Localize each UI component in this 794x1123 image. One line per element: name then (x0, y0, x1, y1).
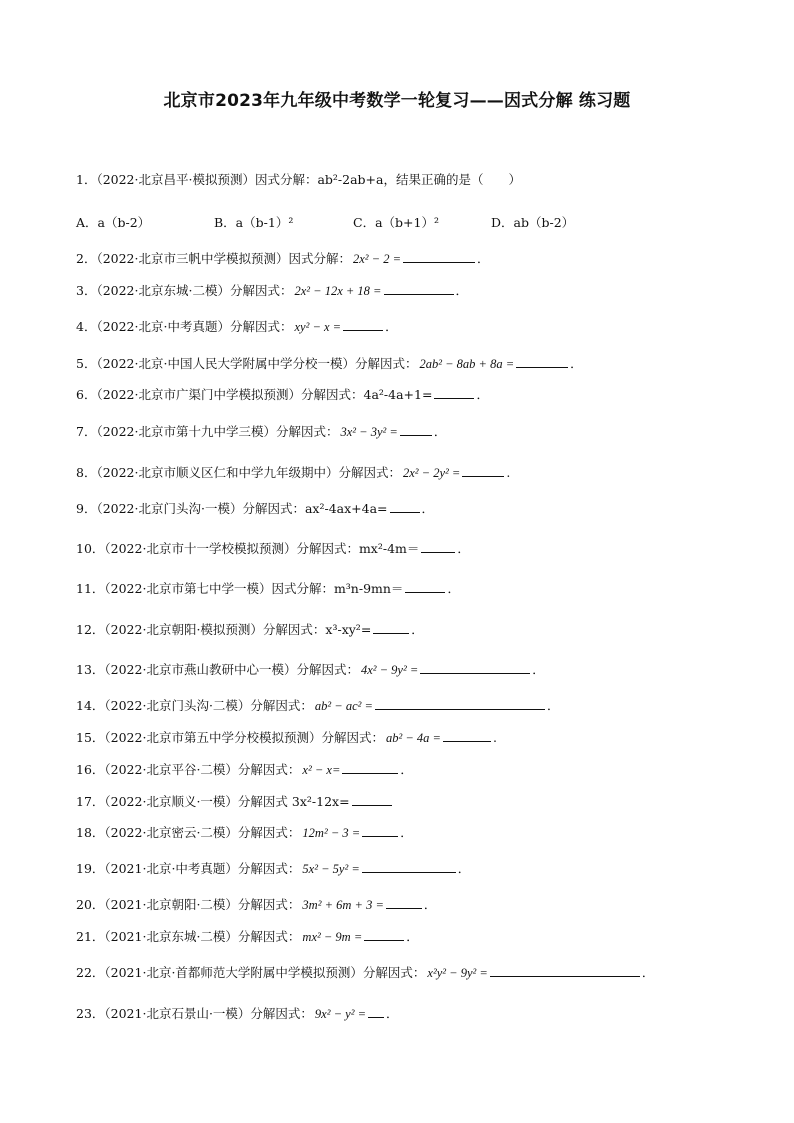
question-23-expression: 9x² − y² = (314, 1007, 367, 1021)
question-6 (76, 386, 489, 403)
question-18-prompt: 18．（2022·北京密云·二模）分解因式： (76, 825, 301, 840)
question-4-expression: xy² − x = (294, 320, 342, 334)
question-10 (76, 540, 470, 557)
question-12-answer-blank[interactable] (373, 621, 409, 634)
question-19-end: ． (457, 861, 471, 876)
question-22 (76, 964, 654, 981)
page-title: 北京市2023年九年级中考数学一轮复习——因式分解 练习题 (163, 91, 631, 111)
question-17-prompt: 17．（2022·北京顺义·一模）分解因式 3x²-12x= (76, 794, 350, 809)
question-6-end: ． (476, 387, 489, 402)
question-23 (76, 1005, 399, 1022)
question-12-prompt: 12．（2022·北京朝阳·模拟预测）分解因式：x³-xy²= (76, 622, 372, 637)
question-8-prompt: 8．（2022·北京市顺义区仁和中学九年级期中）分解因式： (76, 465, 401, 480)
question-22-prompt: 22．（2021·北京·首都师范大学附属中学模拟预测）分解因式： (76, 965, 426, 980)
question-2-end: ． (477, 251, 490, 266)
question-3-answer-blank[interactable] (384, 282, 454, 295)
question-8-answer-blank[interactable] (462, 464, 504, 477)
question-21-answer-blank[interactable] (364, 928, 404, 941)
question-5-end: ． (570, 356, 583, 371)
question-1 (76, 172, 521, 188)
question-18-end: ． (400, 825, 413, 840)
question-18 (76, 824, 413, 841)
question-14-prompt: 14．（2022·北京门头沟·二模）分解因式： (76, 698, 313, 713)
question-6-answer-blank[interactable] (434, 386, 474, 399)
question-16-end: ． (400, 762, 413, 777)
question-18-expression: 12m² − 3 = (302, 826, 361, 840)
question-10-prompt: 10．（2022·北京市十一学校模拟预测）分解因式：mx²-4m＝ (76, 541, 420, 556)
question-21 (76, 928, 419, 945)
question-19 (76, 860, 470, 877)
question-23-end: ． (386, 1006, 399, 1021)
question-4 (76, 318, 398, 335)
question-9 (76, 500, 434, 517)
question-9-prompt: 9．（2022·北京门头沟·一模）分解因式：ax²-4ax+4a= (76, 501, 388, 516)
question-2-expression: 2x² − 2 = (353, 252, 402, 266)
question-3-prompt: 3．（2022·北京东城·二模）分解因式： (76, 283, 293, 298)
option-d: D．ab（b-2） (491, 215, 575, 230)
question-20-end: ． (423, 897, 437, 912)
question-11-prompt: 11．（2022·北京市第七中学一模）因式分解：m³n-9mn＝ (76, 581, 404, 596)
question-20-expression: 3m² + 6m + 3 = (302, 898, 384, 912)
question-14-answer-blank[interactable] (375, 697, 545, 710)
question-1-prompt: 1．（2022·北京昌平·模拟预测）因式分解：ab²-2ab+a，结果正确的是（ ） (76, 172, 521, 187)
question-5 (76, 355, 583, 372)
question-16-expression: x² − x= (302, 763, 341, 777)
question-14-expression: ab² − ac² = (314, 699, 373, 713)
question-10-end: ． (457, 541, 470, 556)
question-2 (76, 250, 490, 267)
question-22-end: ． (641, 965, 655, 980)
question-5-expression: 2ab² − 8ab + 8a = (419, 357, 515, 371)
option-a: A．a（b-2） (76, 215, 151, 230)
question-7-prompt: 7．（2022·北京市第十九中学三模）分解因式： (76, 424, 339, 439)
question-21-prompt: 21．（2021·北京东城·二模）分解因式： (76, 929, 301, 944)
question-5-answer-blank[interactable] (516, 355, 568, 368)
question-11-end: ． (447, 581, 460, 596)
question-21-end: ． (406, 929, 419, 944)
question-17-answer-blank[interactable] (352, 793, 392, 806)
question-5-prompt: 5．（2022·北京·中国人民大学附属中学分校一模）分解因式： (76, 356, 418, 371)
question-11-answer-blank[interactable] (405, 580, 445, 593)
question-14-end: ． (546, 698, 560, 713)
question-4-end: ． (385, 319, 398, 334)
question-4-answer-blank[interactable] (343, 318, 383, 331)
question-9-answer-blank[interactable] (390, 500, 420, 513)
question-22-expression: x²y² − 9y² = (427, 966, 488, 980)
question-15-end: . (492, 730, 497, 745)
question-23-answer-blank[interactable] (368, 1005, 384, 1018)
question-21-expression: mx² − 9m = (302, 930, 363, 944)
question-8-expression: 2x² − 2y² = (403, 466, 461, 480)
question-20-prompt: 20．（2021·北京朝阳·二模）分解因式： (76, 897, 301, 912)
question-3-end: ． (455, 283, 469, 298)
question-23-prompt: 23．（2021·北京石景山·一模）分解因式： (76, 1006, 313, 1021)
question-19-prompt: 19．（2021·北京·中考真题）分解因式： (76, 861, 301, 876)
question-8-end: . (506, 465, 511, 480)
question-2-prompt: 2．（2022·北京市三帆中学模拟预测）因式分解： (76, 251, 351, 266)
question-20-answer-blank[interactable] (386, 896, 422, 909)
question-15-prompt: 15．（2022·北京市第五中学分校模拟预测）分解因式： (76, 730, 384, 745)
question-4-prompt: 4．（2022·北京·中考真题）分解因式： (76, 319, 293, 334)
question-12-end: ． (411, 622, 424, 637)
question-7 (76, 423, 446, 440)
question-16-prompt: 16．（2022·北京平谷·二模）分解因式： (76, 762, 301, 777)
question-12 (76, 621, 424, 638)
question-13 (76, 661, 545, 678)
question-15 (76, 729, 497, 746)
question-7-answer-blank[interactable] (400, 423, 432, 436)
option-b: B．a（b-1）² (214, 215, 294, 230)
question-3-expression: 2x² − 12x + 18 = (294, 284, 382, 298)
question-13-end: ． (532, 662, 545, 677)
question-19-expression: 5x² − 5y² = (302, 862, 360, 876)
question-14 (76, 697, 559, 714)
question-17 (76, 793, 392, 810)
question-18-answer-blank[interactable] (362, 824, 398, 837)
question-7-expression: 3x² − 3y² = (340, 425, 398, 439)
question-20 (76, 896, 436, 913)
question-19-answer-blank[interactable] (362, 860, 456, 873)
option-c: C．a（b+1）² (353, 215, 439, 230)
question-13-prompt: 13．（2022·北京市燕山教研中心一模）分解因式： (76, 662, 359, 677)
question-16 (76, 761, 413, 778)
question-6-prompt: 6．（2022·北京市广渠门中学模拟预测）分解因式：4a²-4a+1= (76, 387, 433, 402)
question-13-answer-blank[interactable] (420, 661, 530, 674)
question-22-answer-blank[interactable] (490, 964, 640, 977)
question-11 (76, 580, 460, 597)
question-7-end: ． (433, 424, 447, 439)
question-3 (76, 282, 468, 299)
question-2-answer-blank[interactable] (403, 250, 475, 263)
question-15-answer-blank[interactable] (443, 729, 491, 742)
question-10-answer-blank[interactable] (421, 540, 455, 553)
question-9-end: ． (421, 501, 435, 516)
question-15-expression: ab² − 4a = (385, 731, 441, 745)
question-13-expression: 4x² − 9y² = (360, 663, 419, 677)
question-16-answer-blank[interactable] (342, 761, 398, 774)
question-8 (76, 464, 510, 481)
